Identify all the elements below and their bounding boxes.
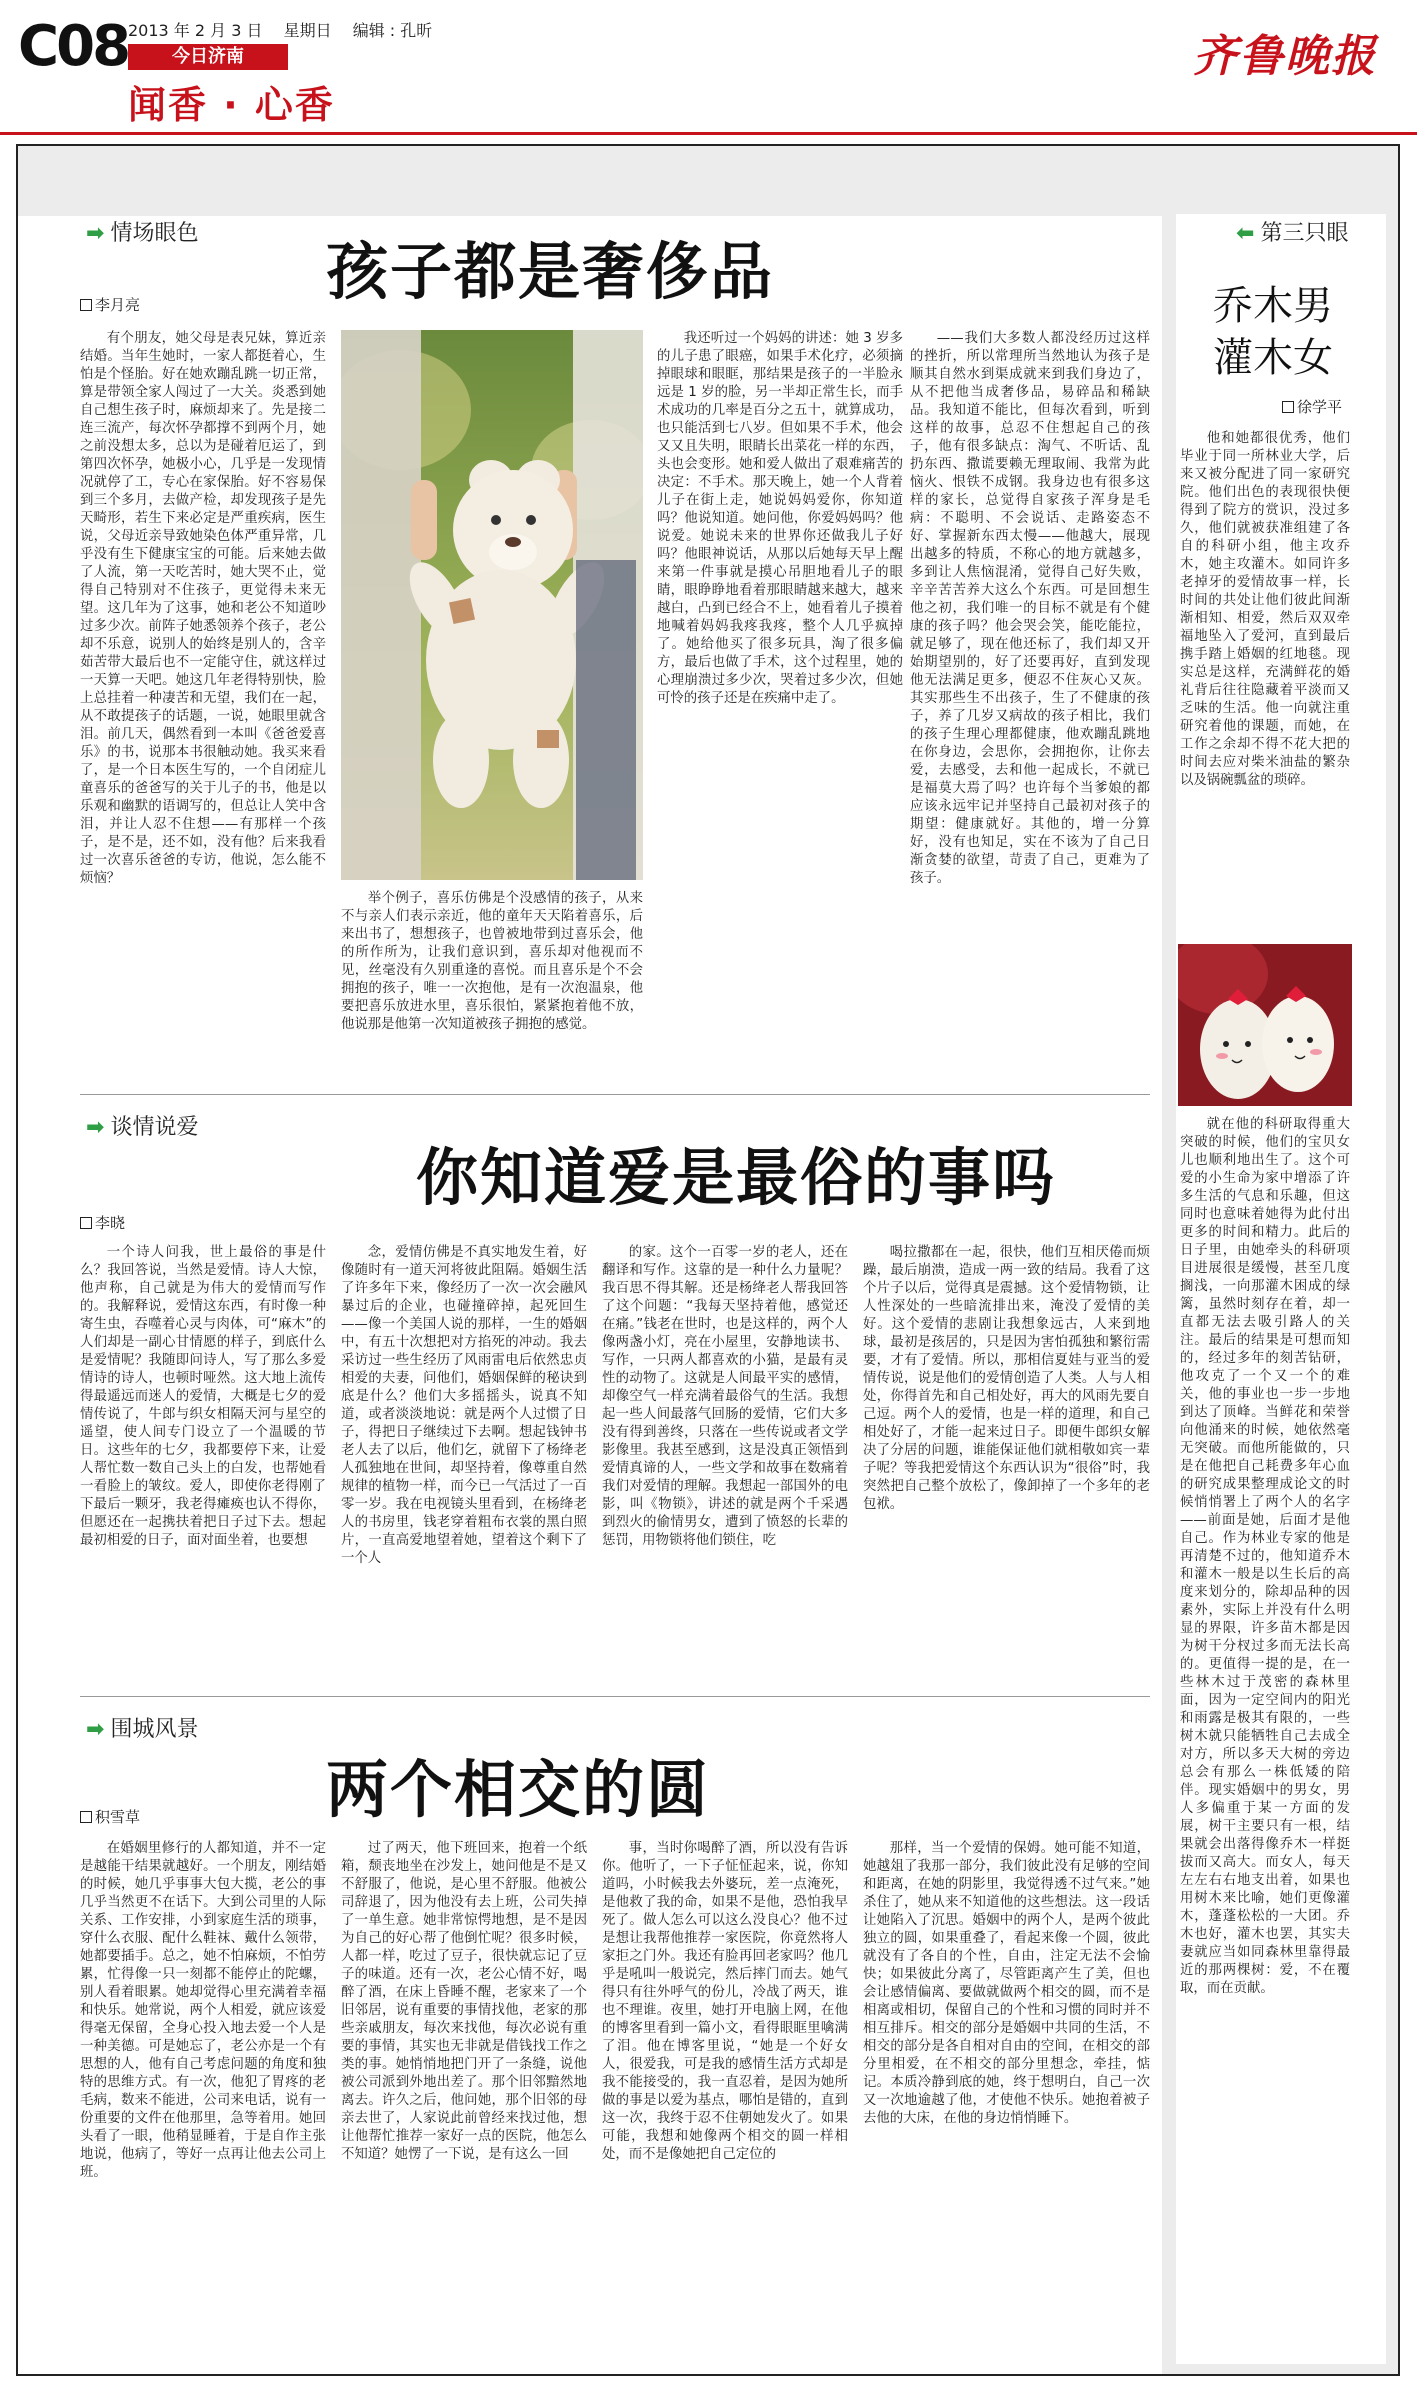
- section-divider: [80, 1696, 1150, 1697]
- article2-author: 李晓: [80, 1212, 125, 1233]
- masthead-rule: [0, 132, 1417, 135]
- article1-column-3: 我还听过一个妈妈的讲述：她 3 岁多的儿子患了眼癌，如果手术化疗，必须摘掉眼球和眼眶，那结果是孩子的一半脸永远是 1 岁的脸，另一半却正常生长，而手术成功的几率是百分之五十，就算成功，也只能活到七八岁。但如果不手术，他会又又且失明，眼睛长出菜花一样的东西，头也会变形。她和爱人做出了艰难痛苦的决定：不手术。那天晚上，她一个人背着儿子在街上走，她说妈妈爱你，你知道吗？他说知道。她问他，你爱妈妈吗？他说爱。她说未来的世界你还做我儿子好吗？他眼神说话，从那以后她每天早上醒来第一件事就是摸心吊胆地看儿子的眼睛，眼睁睁地看着那眼睛越来越大，越来越白，凸到已经合不上，她看着儿子摸着地喊着妈妈我疼我疼，整个人几乎疯掉了。她给他买了很多玩具，淘了很多偏方，最后也做了手术，这个过程里，她的心理崩溃过多少次，哭着过多少次，但她可怜的孩子还是在疾痛中走了。: [657, 331, 903, 706]
- article3-column-1: 在婚姻里修行的人都知道，并不一定是越能干结果就越好。一个朋友，刚结婚的时候，她几乎事事大包大揽，老公的事几乎当然更不在话下。大到公司里的人际关系、工作安排，小到家庭生活的琐事，穿什么衣服、配什么鞋袜、戴什么领带，她都要插手。总之，她不怕麻烦，不怕劳累，忙得像一只一刻都不能停止的陀螺，别人看着眼累。她却觉得心里充满着幸福和快乐。她常说，两个人相爱，就应该爱得毫无保留，全身心投入地去爱一个人是一种美德。可是她忘了，老公亦是一个有思想的人，他有自己考虑问题的角度和独特的思维方式。有一次，他犯了胃疼的老毛病，数来不能进，公司来电话，说有一份重要的文件在他那里，急等着用。她回头看了一眼，他稍显睡着，于是自作主张地说，他病了，等好一点再让他去公司上班。: [80, 1841, 326, 2180]
- article1-column-1: 有个朋友，她父母是表兄妹，算近亲结婚。当年生她时，一家人都挺着心，生怕是个怪胎。好在她欢蹦乱跳一切正常，算是带领全家人闯过了一大关。炎悉到她自己想生孩子时，麻烦却来了。先是接二连三流产，每次怀孕都撑不到两个月，她之前没想太多，总以为是碰着厄运了，到第四次怀孕，她极小心，几乎是一发现情况就停了工，专心在家保胎。好不容易保到三个多月，去做产检，却发现孩子是先天畸形，若生下来必定是严重疾病，医生说，父母近亲导致她染色体严重异常，几乎没有生下健康宝宝的可能。后来她去做了人流，第一天吃苦时，她大哭不止，觉得自己特别对不住孩子，更觉得未来无望。这几年为了这事，她和老公不知道吵过多少次。前阵子她悉领养个孩子，老公却不乐意，说别人的始终是别人的，含辛茹苦带大最后也不一定能守住，就这样过一天算一天吧。她这几年老得特别快，脸上总挂着一种凄苦和无望，我们在一起，从不敢提孩子的话题，一说，她眼里就含泪。前几天，偶然看到一本叫《爸爸爱喜乐》的书，说那本书很触动她。我买来看了，是一个日本医生写的，一个自闭症儿童喜乐的爸爸写的关于儿子的书，他是以乐观和幽默的语调写的，但总让人笑中含泪，并让人忍不住想——有那样一个孩子，是不是，还不如，没有他？后来我看过一次喜乐爸爸的专访，他说，怎么能不烦恼？: [80, 331, 326, 886]
- article3-column-2: 过了两天，他下班回来，抱着一个纸箱，颓丧地坐在沙发上，她问他是不是又不舒服了，他说，是心里不舒服。他被公司辞退了，因为他没有去上班，公司失掉了一单生意。她非常惊愕地想，是不是因为自己的好心帮了他倒忙呢？很多时候，人都一样，吃过了豆子，很快就忘记了豆子的味道。还有一次，老公心情不好，喝醉了酒，在床上昏睡不醒，老家来了一个旧邻居，说有重要的事情找他，老家的那些亲戚朋友，每次来找他，每次必说有重要的事情，其实也无非就是借钱找工作之类的事。她悄悄地把门开了一条缝，说他被公司派到外地出差了。那个旧邻黯然地离去。许久之后，他问她，那个旧邻的母亲去世了，人家说此前曾经来找过他，想让他帮忙推荐一家好一点的医院，他怎么不知道？她愣了一下说，是有这么一回: [341, 1841, 587, 2162]
- article2-column-3: 的家。这个一百零一岁的老人，还在翻译和写作。这靠的是一种什么力量呢？我百思不得其解。还是杨绛老人帮我回答了这个问题：“我每天坚持着他，感觉还在痛。”钱老在世时，也是这样的，两个人像两盏小灯，亮在小屋里，安静地读书、写作，一只两人都喜欢的小猫，是最有灵性的动物了。这就是人间最平实的感情，却像空气一样充满着最俗气的生活。我想起一些人间最落气回肠的爱情，它们大多没有得到善终，只落在一些传说或者文学影像里。我甚至感到，这是没真正领悟到爱情真谛的人，一些文学和故事在数痛着我们对爱情的理解。我想起一部国外的电影，叫《物锁》，讲述的就是两个千采遇到烈火的偷情男女，遭到了愤怒的长辈的惩罚，用物锁将他们锁住，吃: [602, 1245, 848, 1548]
- sidebar-author: 徐学平: [1282, 396, 1342, 417]
- sidebar-title-line1: 乔木男: [1213, 283, 1333, 329]
- eggs-photo: [1178, 944, 1352, 1106]
- column-name: 闻香 · 心香: [128, 83, 335, 127]
- section-tag: 今日济南: [128, 44, 288, 70]
- sidebar-kicker: ⬅ 第三只眼: [1236, 221, 1349, 246]
- article3-title: 两个相交的圆: [326, 1753, 711, 1826]
- eggs-illustration: [1178, 944, 1352, 1106]
- article2-column-2: 念，爱情仿佛是不真实地发生着，好像随时有一道天河将彼此阻隔。婚姻生活了许多年下来，像经历了一次一次会融风暴过后的企业，也碰撞碎掉，起死回生——像一个美国人说的那样，一生的婚姻中，有五十次想把对方掐死的冲动。我去采访过一些生经历了风雨雷电后依然忠贞相爱的夫妻，问他们，婚姻保鲜的秘诀到底是什么？他们大多摇摇头，说真不知道，或者淡淡地说：就是两个人过惯了日子，得把日子继续过下去啊。想起钱钟书老人去了以后，他们乞，就留下了杨绛老人孤独地在世间，却坚持着，像尊重自然规律的植物一样，而今已一气活过了一百零一岁。我在电视镜头里看到，在杨绛老人的书房里，钱老穿着粗布衣裳的黑白照片，一直高爱地望着她，望着这个剩下了一个人: [341, 1245, 587, 1566]
- sidebar-text-top: 他和她都很优秀，他们毕业于同一所林业大学，后来又被分配进了同一家研究院。他们出色的表现很快便得到了院方的赏识，没过多久，他们就被获准组建了各自的科研小组，他主攻乔木，她主攻灌木。如同许多老掉牙的爱情故事一样，长时间的共处让他们彼此间渐渐相知、相爱，然后双双牵福地坠入了爱河，直到最后携手踏上婚姻的红地毯。现实总是这样，充满鲜花的婚礼背后往往隐藏着平淡而又乏味的生活。他一向就注重研究着他的课题，而她，在工作之余却不得不花大把的时间去应对柴米油盐的繁杂以及锅碗瓢盆的琐碎。: [1180, 431, 1350, 788]
- newspaper-logo: 齐鲁晚报: [1193, 31, 1377, 82]
- article2-title: 你知道爱是最俗的事吗: [416, 1141, 1057, 1214]
- page-number: C08: [18, 14, 129, 79]
- arrow-right-icon: ➡: [86, 1115, 105, 1140]
- article1-author: 李月亮: [80, 294, 140, 315]
- article2-column-4: 喝拉撒都在一起，很快，他们互相厌倦而烦躁，最后崩溃，造成一两一致的结局。我看了这个片子以后，觉得真是震撼。这个爱情物锁，让人性深处的一些暗流排出来，淹没了爱情的美好。这个爱情的悲剧让我想象远古，人来到地球，最初是孩居的，只是因为害怕孤独和繁衍需要，才有了爱情。所以，那相信夏娃与亚当的爱情传说，说是他们的爱情创造了人类。人与人相处，你得首先和自己相处好，再大的风雨先要自己逗。两个人的爱情，也是一样的道理，和自己相处好了，才能一起来过日子。即便牛郎织女解决了分居的问题，谁能保证他们就相敬如宾一辈子呢？等我把爱情这个东西认识为“很俗”时，我突然把自己整个放松了，像卸掉了一个多年的老包袱。: [863, 1245, 1150, 1512]
- article1-title: 孩子都是奢侈品: [326, 235, 775, 308]
- issue-date: 2013 年 2 月 3 日: [128, 21, 263, 40]
- arrow-right-icon: ➡: [86, 221, 105, 246]
- issue-weekday: 星期日: [283, 21, 332, 40]
- editor-credit: 编辑 : 孔昕: [352, 21, 433, 40]
- teddy-bear-illustration: [341, 330, 643, 880]
- article3-kicker: ➡ 围城风景: [86, 1717, 199, 1742]
- article1-kicker: ➡ 情场眼色: [86, 221, 199, 246]
- article3-author: 积雪草: [80, 1806, 140, 1827]
- article2-column-1: 一个诗人问我，世上最俗的事是什么？我回答说，当然是爱情。诗人大惊，他声称，自己就是为伟大的爱情而写作的。我解释说，爱情这东西，有时像一种寄生虫，吞噬着心灵与肉体，可“麻木”的人们却是一副心甘情愿的样子，到底什么是爱情呢？我随即问诗人，写了那么多爱情诗的诗人，也顿时哑然。这大地上流传得最遥远而迷人的爱情，大概是七夕的爱情传说了，牛郎与织女相隔天河与星空的遥望，使人间专门设立了一个温暖的节日。这些年的七夕，我都要停下来，让爱人帮忙数一数自己头上的白发，也帮她看一看脸上的皱纹。爱人，即使你老得刚了下最后一颗牙，我老得瘫痪也认不得你，但愿还在一起携扶着把日子过下去。想起最初相爱的日子，面对面坐着，也要想: [80, 1245, 326, 1548]
- dateline: [128, 18, 448, 41]
- article3-column-4: 那样，当一个爱情的保姆。她可能不知道，她越俎了我那一部分，我们彼此没有足够的空间和距离，在她的阴影里，我觉得透不过气来。”她杀住了，她从来不知道他的这些想法。这一段话让她陷入了沉思。婚姻中的两个人，是两个彼此独立的圆，如果重叠了，看起来像一个圆，彼此就没有了各自的个性，自由，注定无法不会愉快；如果彼此分离了，尽管距离产生了美，但也会让感情偏离、要做就做两个相交的圆，而不是相离或相切，保留自己的个性和习惯的同时并不相互排斥。相交的部分是婚姻中共同的生活，不相交的部分是各自相对自由的空间，在相交的部分里相爱，在不相交的部分里想念，牵挂，惦记。本质冷静到底的她，终于想明白，自己一次又一次地逾越了他，才使他不快乐。她抱着被子去他的大床，在他的身边悄悄睡下。: [863, 1841, 1150, 2126]
- article3-column-3: 事，当时你喝醉了酒，所以没有告诉你。他听了，一下子怔怔起来，说，你知道吗，小时候我去外婆玩，差一点淹死，是他救了我的命，如果不是他，恐怕我早死了。做人怎么可以这么没良心？他不过是想让我帮他推荐一家医院，你竟然将人家拒之门外。我还有脸再回老家吗？他几乎是吼叫一般说完，然后摔门而去。她气得只有往外呼气的份儿，冷战了两天，谁也不理谁。夜里，她打开电脑上网，在他的博客里看到一篇小文，看得眼眶里噙满了泪。他在博客里说，“她是一个好女人，很爱我，可是我的感情生活方式却是我不能接受的，我一直忍着，是因为她所做的事是以爱为基点，哪怕是错的，直到这一次，我终于忍不住朝她发火了。如果可能，我想和她像两个相交的圆一样相处，而不是像她把自己定位的: [602, 1841, 848, 2162]
- article1-column-2: 举个例子，喜乐仿佛是个没感情的孩子，从来不与亲人们表示亲近，他的童年天天陷着喜乐，后来出书了，想想孩子，也曾被地带到过喜乐会，他的所作所为，让我们意识到，喜乐却对他视而不见，丝毫没有久别重逢的喜悦。而且喜乐是个不会拥抱的孩子，唯一一次抱他，是有一次泡温泉，他要把喜乐放进水里，喜乐很怕，紧紧抱着他不放，他说那是他第一次知道被孩子拥抱的感觉。: [341, 891, 643, 1032]
- arrow-left-icon: ⬅: [1236, 221, 1255, 246]
- sidebar-title-line2: 灌木女: [1213, 335, 1333, 381]
- article1-column-4: ——我们大多数人都没经历过这样的挫折，所以常理所当然地认为孩子是顺其自然水到渠成就来到我们身边了，从不把他当成奢侈品，易碎品和稀缺品。我知道不能比，但每次看到，听到这样的故事，总忍不住想起自己的孩子，他有很多缺点：淘气、不听话、乱扔东西、撒谎要赖无理取闹、我常为此恼火、恨铁不成钢。我身边也有很多这样的家长，总觉得自家孩子浑身是毛病：不聪明、不会说话、走路姿态不好、掌握新东西太慢——他越大，展现出越多的特质，不称心的地方就越多，多到让人焦恼混淆，觉得自己好失败，辛辛苦苦养大这么个东西。可是回想生他之初，我们唯一的目标不就是有个健康的孩子吗？他会哭会笑，能吃能拉，就足够了，现在他还标了，我们却又开始期望别的，好了还要再好，直到发现他无法满足更多，便忍不住灰心又灰。其实那些生不出孩子，生了不健康的孩子，养了几岁又病故的孩子相比，我们的孩子生理心理都健康，他欢蹦乱跳地在你身边，会思你，会拥抱你，让你去爱，去感受，去和他一起成长，不就已是福莫大焉了吗？也许每个当爹娘的都应该永远牢记并坚持自己最初对孩子的期望：健康就好。其他的，增一分算好，没有也知足，实在不该为了自己日渐贪婪的欲望，苛责了自己，更难为了孩子。: [910, 331, 1150, 886]
- sidebar-text-bottom: 就在他的科研取得重大突破的时候，他们的宝贝女儿也顺利地出生了。这个可爱的小生命为家中增添了许多生活的气息和乐趣，但这同时也意味着她得为此付出更多的时间和精力。此后的日子里，由她牵头的科研项目进展很是缓慢，甚至几度搁浅，一向那灌木困成的绿篱，虽然时刻存在着，却一直都无法去吸引路人的关注。最后的结果是可想而知的，经过多年的刻苦钻研，他攻克了一个又一个的难关，他的事业也一步一步地到达了顶峰。当鲜花和荣誉向他涌来的时候，她依然毫无突破。而他所能做的，只是在他把自己耗费多年心血的研究成果整理成论文的时候悄悄署上了两个人的名字——前面是她，后面才是他自己。作为林业专家的他是再清楚不过的，他知道乔木和灌木一般是以生长后的高度来划分的，除却品种的因素外，实际上并没有什么明显的界限，许多苗木都是因为树干分杈过多而无法长高的。更值得一提的是，在一些林木过于茂密的森林里面，因为一定空间内的阳光和雨露是极其有限的，一些树木就只能牺牲自己去成全对方，所以多天大树的旁边总会有那么一株低矮的陪伴。现实婚姻中的男女，男人多偏重于某一方面的发展，树干主要只有一根，结果就会出落得像乔木一样挺拔而又高大。而女人，每天左左右右地支出着，如果也用树木来比喻，她们更像灌木，蓬蓬松松的一大团。乔木也好，灌木也罢，其实夫妻就应当如同森林里靠得最近的那两棵树：爱，不在覆取，而在贡献。: [1180, 1117, 1350, 1996]
- section-divider: [80, 1094, 1150, 1095]
- arrow-right-icon: ➡: [86, 1717, 105, 1742]
- teddy-bear-photo: [341, 330, 643, 880]
- article2-kicker: ➡ 谈情说爱: [86, 1115, 199, 1140]
- sidebar-title: [1196, 280, 1350, 384]
